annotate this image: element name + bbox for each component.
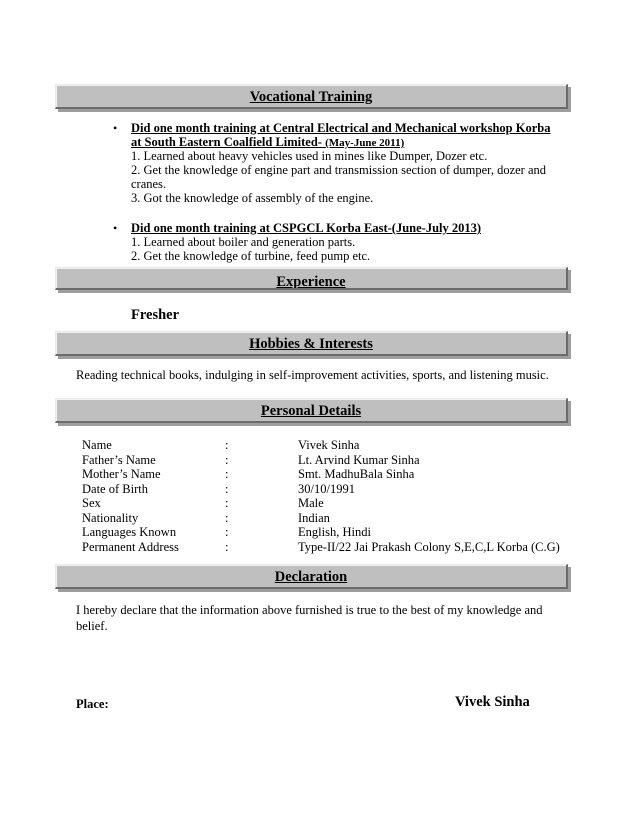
personal-label: Permanent Address [82,540,179,554]
section-header-declaration [55,564,568,589]
experience-text: Fresher [131,307,180,323]
training-2-line: 1. Learned about boiler and generation parts. [131,235,356,249]
personal-value: Smt. MadhuBala Sinha [298,467,415,481]
personal-row-mother-name [82,467,582,482]
personal-row-father-name [82,453,582,468]
personal-row-name [82,438,582,453]
section-title: Experience [276,274,346,290]
personal-label: Mother’s Name [82,467,161,481]
section-header-hobbies [55,331,568,356]
personal-value: Indian [298,511,330,525]
hobbies-text: Reading technical books, indulging in self-improvement activities, sports, and listening music. [76,368,549,382]
personal-label: Name [82,438,112,452]
training-1-heading-org: at South Eastern Coalfield Limited- [131,135,326,149]
personal-colon: : [225,453,229,467]
personal-colon: : [225,467,229,481]
signature-name: Vivek Sinha [455,694,530,710]
personal-colon: : [225,525,229,539]
section-header-experience [55,267,568,290]
section-header-vocational-training [55,84,568,109]
personal-row-date-of-birth [82,482,582,497]
personal-colon: : [225,482,229,496]
bullet-icon: • [113,221,118,235]
personal-row-languages [82,525,582,540]
personal-value: Male [298,496,324,510]
personal-colon: : [225,511,229,525]
declaration-text: I hereby declare that the information above furnished is true to the best of my knowledge and belief. [76,603,543,633]
personal-label: Father’s Name [82,453,156,467]
personal-colon: : [225,496,229,510]
training-1-heading-line1: Did one month training at Central Electrical and Mechanical workshop Korba [131,121,551,135]
personal-value: English, Hindi [298,525,371,539]
section-header-personal-details [55,398,568,423]
section-title: Personal Details [260,403,362,419]
personal-colon: : [225,540,229,554]
personal-label: Nationality [82,511,139,525]
section-title: Vocational Training [249,89,373,105]
personal-row-address [82,540,582,555]
training-1-line: 1. Learned about heavy vehicles used in mines like Dumper, Dozer etc. [131,149,488,163]
section-title: Hobbies & Interests [249,336,373,352]
personal-value: Lt. Arvind Kumar Sinha [298,453,420,467]
training-1-line: 2. Get the knowledge of engine part and transmission section of dumper, dozer and [131,163,547,177]
training-1-heading-date: (May-June 2011) [325,137,405,149]
training-1-line: 3. Got the knowledge of assembly of the engine. [131,191,374,205]
personal-row-sex [82,496,582,511]
place-label: Place: [76,697,109,711]
training-2-heading: Did one month training at CSPGCL Korba East-(June-July 2013) [131,221,482,235]
personal-label: Date of Birth [82,482,148,496]
personal-label: Languages Known [82,525,177,539]
personal-value: 30/10/1991 [298,482,355,496]
training-1-line: cranes. [131,177,167,191]
bullet-icon: • [113,121,118,135]
personal-value: Vivek Sinha [298,438,360,452]
personal-colon: : [225,438,229,452]
section-title: Declaration [274,569,348,585]
personal-row-nationality [82,511,582,526]
personal-label: Sex [82,496,101,510]
training-2-line: 2. Get the knowledge of turbine, feed pump etc. [131,249,371,263]
personal-value: Type-II/22 Jai Prakash Colony S,E,C,L Korba (C.G) [298,540,560,554]
